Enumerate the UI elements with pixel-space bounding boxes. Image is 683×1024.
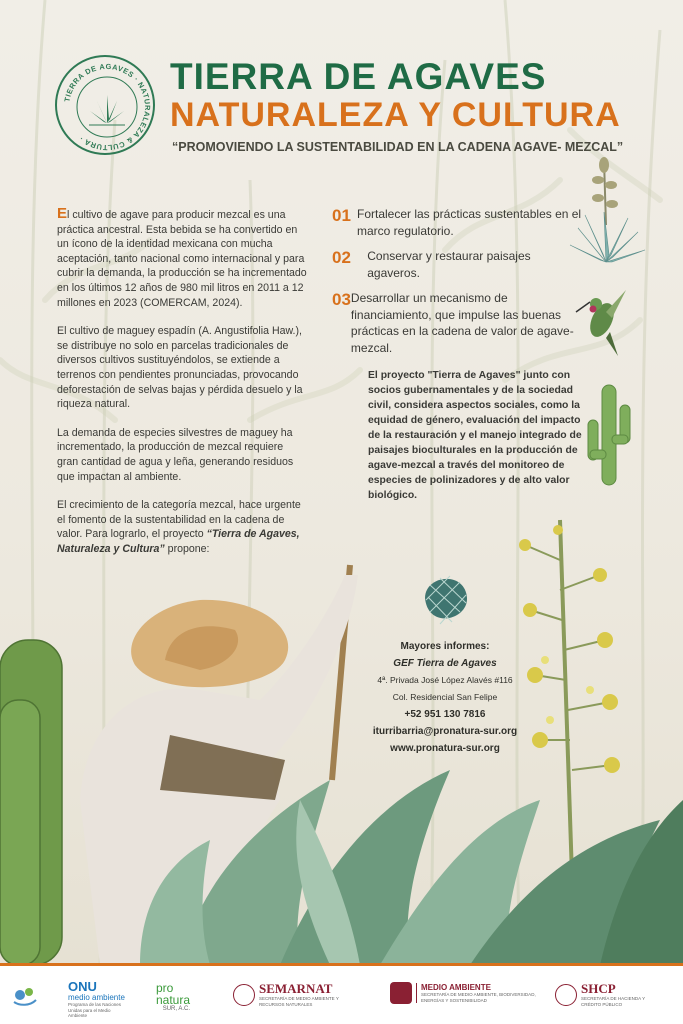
left-column-text (57, 207, 307, 570)
objective-number: 02 (332, 248, 351, 267)
title-line-1: TIERRA DE AGAVES (170, 56, 547, 97)
coat-of-arms-icon (555, 984, 577, 1006)
paragraph-4-text-a: El crecimiento de la categoría mezcal, hace urgente el fomento de la sustentabilidad en la cadena de valor. Para lograrlo, el proyecto (57, 499, 301, 541)
shcp-name: SHCP (581, 981, 616, 996)
medio-ambiente-small: SECRETARÍA DE MEDIO AMBIENTE, BIODIVERSIDAD, ENERGÍAS Y SOSTENIBILIDAD (421, 992, 536, 1003)
contact-block (345, 638, 545, 757)
tagline: “PROMOVIENDO LA SUSTENTABILIDAD EN LA CADENA AGAVE- MEZCAL” (172, 140, 624, 154)
pronatura-bottom: natura (156, 993, 191, 1007)
state-emblem-icon (390, 982, 412, 1004)
contact-website[interactable]: www.pronatura-sur.org (390, 743, 500, 754)
tierra-de-agaves-seal-logo (55, 55, 155, 155)
shcp-small: SECRETARÍA DE HACIENDA Y CRÉDITO PÚBLICO (581, 996, 646, 1007)
left-cactus-photo (0, 640, 62, 965)
objective-item (332, 206, 582, 239)
onu-medio-ambiente-logo (68, 980, 125, 1019)
paragraph-1-text: l cultivo de agave para producir mezcal es una práctica ancestral. Esta bebida se ha convertido en un ícono de la identidad mexicana con mucha aceptación, tanto nacional como internacional y para cubrir la demanda, la producción se ha incrementado en los últimos 12 años de 980 mil litros en 2011 a 12 millones en 2023 (COMERCAM, 2024). (57, 209, 307, 309)
onu-small: Programa de las Naciones Unidas para el Medio Ambiente (68, 1002, 122, 1018)
semarnat-logo (233, 982, 351, 1007)
contact-address-line-2: Col. Residencial San Felipe (392, 692, 498, 702)
onu-name: ONU (68, 979, 97, 994)
paragraph-4-text-b: propone: (164, 542, 210, 555)
medio-ambiente-name: MEDIO AMBIENTE (421, 983, 491, 992)
partner-logos-footer (0, 963, 683, 1024)
paragraph-1 (57, 207, 307, 310)
objective-text: Desarrollar un mecanismo de financiamiento, que impulse las buenas prácticas en la cadena de valor de agave-mezcal. (350, 291, 574, 355)
pronatura-top: pro (156, 981, 174, 995)
drop-cap: E (57, 205, 68, 222)
contact-heading: Mayores informes: (400, 641, 490, 652)
objective-number: 01 (332, 206, 351, 225)
contact-email[interactable]: iturribarria@pronatura-sur.org (372, 726, 518, 737)
coat-of-arms-icon (233, 984, 255, 1006)
contact-organization: GEF Tierra de Agaves (393, 658, 497, 669)
cactus-illustration (588, 385, 630, 485)
contact-address-line-1: 4ª. Privada José López Alavés #116 (377, 675, 513, 685)
onu-sub: medio ambiente (68, 993, 125, 1002)
semarnat-small: SECRETARÍA DE MEDIO AMBIENTE Y RECURSOS NATURALES (259, 996, 339, 1007)
objective-text: Conservar y restaurar paisajes agaveros. (367, 249, 531, 280)
objective-number: 03 (332, 290, 351, 309)
contact-phone[interactable]: +52 951 130 7816 (404, 709, 486, 720)
title-line-2: NATURALEZA Y CULTURA (170, 96, 621, 134)
objective-item (332, 248, 582, 281)
medio-ambiente-logo (390, 982, 541, 1004)
shcp-logo (555, 982, 661, 1007)
paragraph-4 (57, 498, 307, 556)
project-name-emphasis: “Tierra de Agaves, Naturaleza y Cultura” (57, 528, 300, 555)
objective-item (332, 290, 582, 356)
gef-logo (12, 984, 38, 1011)
project-description: El proyecto "Tierra de Agaves" junto con socios gubernamentales y de la sociedad civil, considera aspectos sociales, como la equidad de género, evaluación del impacto de la restauración y el manejo integrado de paisajes bioculturales en la producción de agave-mezcal a través del monitoreo de especies de polinizadores y de alto valor biológico. (368, 370, 582, 501)
paragraph-2: El cultivo de maguey espadín (A. Angustifolia Haw.), se distribuye no solo en parcelas tradicionales de diversos cultivos sustituyéndolos, se extiende a terrenos con pendientes pronunciadas, provocando deforestación de selvas bajas y pérdida desuelo y la riqueza natural. (57, 325, 303, 411)
paragraph-3: La demanda de especies silvestres de maguey ha incrementado, la producción de mezcal requiere gran cantidad de agua y leña, generando residuos que impactan al ambiente. (57, 426, 294, 483)
pronatura-small: SUR, A.C. (162, 1006, 191, 1012)
semarnat-name: SEMARNAT (259, 981, 333, 996)
svg-text:TIERRA DE AGAVES · NATURALEZA: TIERRA DE AGAVES · NATURALEZA & CULTURA · (62, 61, 153, 153)
objective-text: Fortalecer las prácticas sustentables en el marco regulatorio. (356, 207, 582, 238)
pronatura-sur-logo (156, 982, 190, 1013)
